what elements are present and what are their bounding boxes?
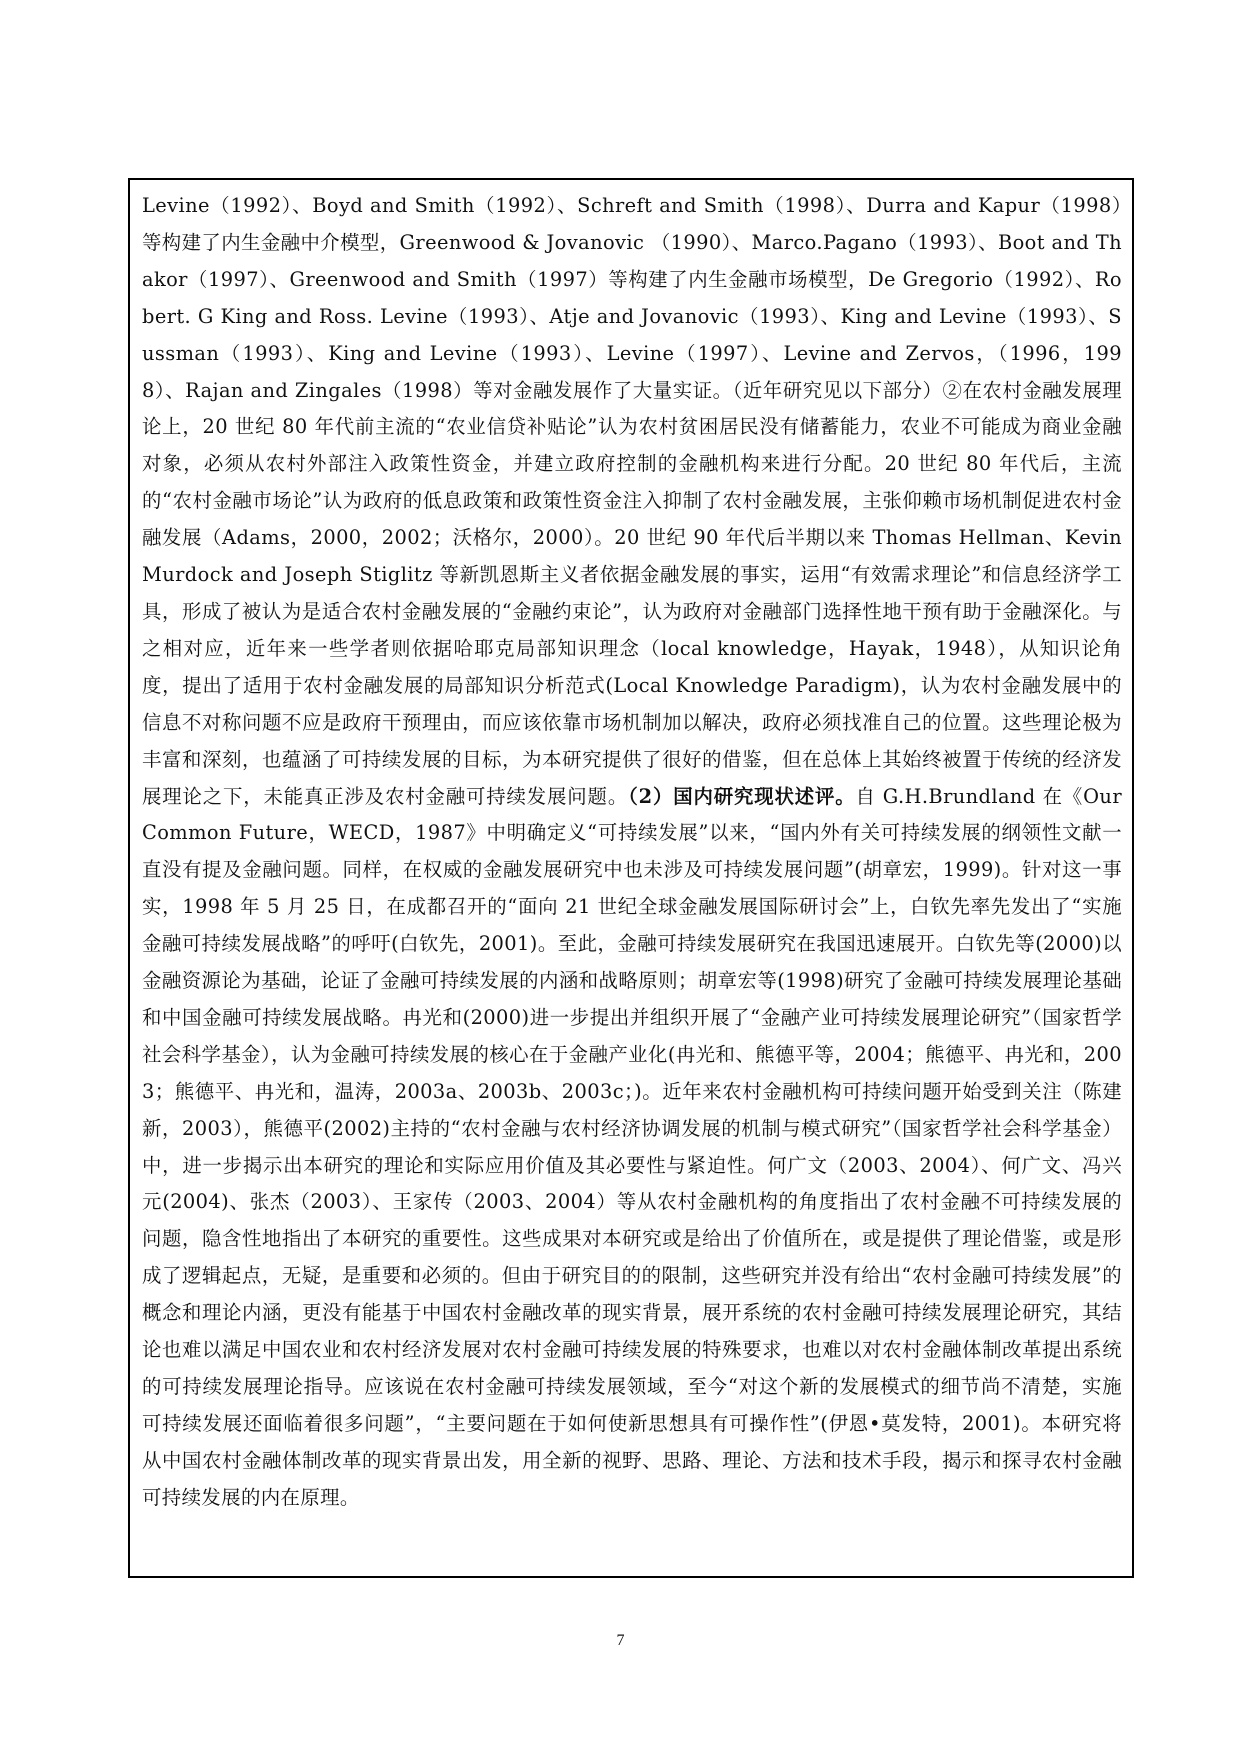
paragraph-part-1: Levine（1992）、Boyd and Smith（1992）、Schreft and Smith（1998）、Durra and Kapur（1998）等构建了内生金融中介模型，Greenwood & Jovanovic （1990）、Marco.Pagano（1993）、Boot and Thakor（1997）、Greenwood and Smith（1997）等构建了内生金融市场模型，De Gregorio（1992）、Robert. G King and Ross. Levine（1993）、Atje and Jovanovic（1993）、King and Levine（1993）、Sussman（1993）、King and Levine（1993）、Levine（1997）、Levine and Zervos，（1996，1998）、Rajan and Zingales（1998）等对金融发展作了大量实证。（近年研究见以下部分）②在农村金融发展理论上，20 世纪 80 年代前主流的“农业信贷补贴论”认为农村贫困居民没有储蓄能力，农业不可能成为商业金融对象，必须从农村外部注入政策性资金，并建立政府控制的金融机构来进行分配。20 世纪 80 年代后，主流的“农村金融市场论”认为政府的低息政策和政策性资金注入抑制了农村金融发展，主张仰赖市场机制促进农村金融发展（Adams，2000，2002；沃格尔，2000）。20 世纪 90 年代后半期以来 Thomas Hellman、Kevin Murdock and Joseph Stiglitz 等新凯恩斯主义者依据金融发展的事实，运用“有效需求理论”和信息经济学工具，形成了被认为是适合农村金融发展的“金融约束论”，认为政府对金融部门选择性地干预有助于金融深化。与之相对应，近年来一些学者则依据哈耶克局部知识理念（local knowledge，Hayak，1948），从知识论角度，提出了适用于农村金融发展的局部知识分析范式(Local Knowledge Paradigm)，认为农村金融发展中的信息不对称问题不应是政府干预理由，而应该依靠市场机制加以解决，政府必须找准自己的位置。这些理论极为丰富和深刻，也蕴涵了可持续发展的目标，为本研究提供了很好的借鉴，但在总体上其始终被置于传统的经济发展理论之下，未能真正涉及农村金融可持续发展问题。 [142,194,1122,808]
paragraph-part-2: 自 G.H.Brundland 在《Our Common Future，WECD，1987》中明确定义“可持续发展”以来，“国内外有关可持续发展的纲领性文献一直没有提及金融问题。同样，在权威的金融发展研究中也未涉及可持续发展问题”(胡章宏，1999)。针对这一事实，1998 年 5 月 25 日，在成都召开的“面向 21 世纪全球金融发展国际研讨会”上，白钦先率先发出了“实施金融可持续发展战略”的呼吁(白钦先，2001)。至此，金融可持续发展研究在我国迅速展开。白钦先等(2000)以金融资源论为基础，论证了金融可持续发展的内涵和战略原则；胡章宏等(1998)研究了金融可持续发展理论基础和中国金融可持续发展战略。冉光和(2000)进一步提出并组织开展了“金融产业可持续发展理论研究”（国家哲学社会科学基金），认为金融可持续发展的核心在于金融产业化(冉光和、熊德平等，2004；熊德平、冉光和，2003；熊德平、冉光和，温涛，2003a、2003b、2003c；)。近年来农村金融机构可持续问题开始受到关注（陈建新，2003），熊德平(2002)主持的“农村金融与农村经济协调发展的机制与模式研究”（国家哲学社会科学基金）中，进一步揭示出本研究的理论和实际应用价值及其必要性与紧迫性。何广文（2003、2004）、何广文、冯兴元(2004)、张杰（2003）、王家传（2003、2004）等从农村金融机构的角度指出了农村金融不可持续发展的问题，隐含性地指出了本研究的重要性。这些成果对本研究或是给出了价值所在，或是提供了理论借鉴，或是形成了逻辑起点，无疑，是重要和必须的。但由于研究目的的限制，这些研究并没有给出“农村金融可持续发展”的概念和理论内涵，更没有能基于中国农村金融改革的现实背景，展开系统的农村金融可持续发展理论研究，其结论也难以满足中国农业和农村经济发展对农村金融可持续发展的特殊要求，也难以对农村金融体制改革提出系统的可持续发展理论指导。应该说在农村金融可持续发展领域，至今“对这个新的发展模式的细节尚不清楚，实施可持续发展还面临着很多问题”，“主要问题在于如何使新思想具有可操作性”(伊恩•莫发特，2001)。本研究将从中国农村金融体制改革的现实背景出发，用全新的视野、思路、理论、方法和技术手段，揭示和探寻农村金融可持续发展的内在原理。 [142,784,1122,1509]
page-number: 7 [616,1632,625,1649]
section-heading: （2）国内研究现状述评。 [628,784,856,808]
bordered-text-box [128,178,1134,1578]
literature-review-paragraph [142,188,1122,1517]
